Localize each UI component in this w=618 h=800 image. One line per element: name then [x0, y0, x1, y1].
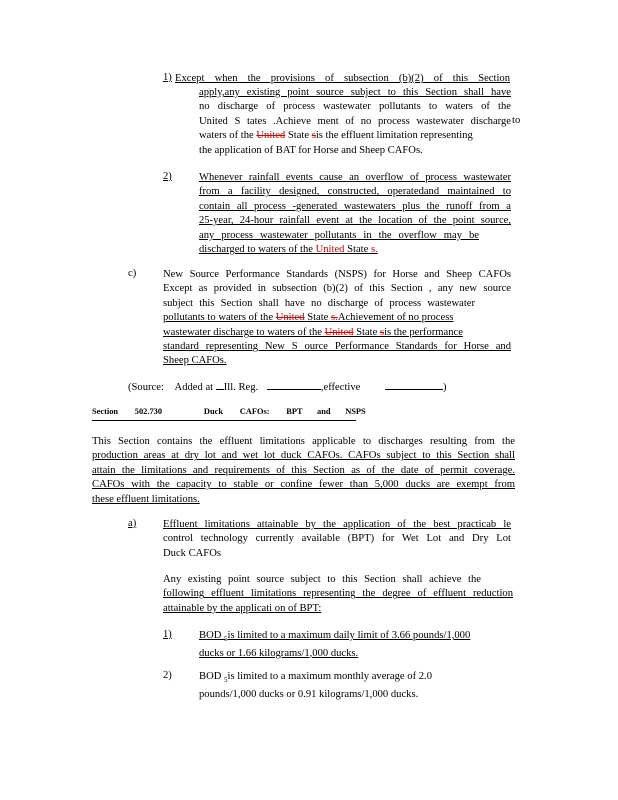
a-item-1-limit: is limited to a maximum daily limit of 3.66 pounds/1,000	[227, 630, 471, 641]
bod-subscript: 5	[224, 676, 228, 685]
c-line: standard representing New S ource Performance Standards for Horse and	[163, 341, 511, 353]
a-p2-line: attainable by the applicati on of BPT:	[163, 602, 322, 614]
subsection-a-paragraph	[163, 518, 511, 561]
section-heading: Section 502.730 Duck CAFOs: BPT and NSPS	[92, 407, 366, 416]
bod-label: BOD	[199, 671, 225, 682]
intro-line: these effluent limitations.	[92, 493, 200, 505]
item-2-line: 25-year, 24-hour rainfall event at the location of the point source,	[199, 215, 511, 227]
a-item-1-number: 1)	[163, 629, 172, 640]
a-line: Effluent limitations attainable by the application of the best practicab le	[163, 519, 511, 530]
a-p2-line: Any existing point source subject to this Section shall achieve the	[163, 574, 481, 585]
item-2-line: contain all process -generated wastewaters plus the runoff from a	[199, 200, 511, 212]
item-2-line: Whenever rainfall events cause an overflow of process wastewater	[199, 172, 511, 183]
struck-s: s.	[331, 312, 338, 324]
bod-subscript: 5	[224, 635, 228, 644]
a-item-1-line: ducks or 1.66 kilograms/1,000 ducks.	[199, 647, 359, 659]
item-1-number: 1)	[163, 72, 172, 83]
c-line-mixed	[163, 311, 511, 325]
c-state: State	[307, 312, 329, 324]
c-line: New Source Performance Standards (NSPS) for Horse and Sheep CAFOs	[163, 269, 511, 280]
c-text: pollutants to waters of the	[163, 312, 274, 324]
item-1-line: United S tates .Achieve ment of no process wastewater discharge	[199, 115, 511, 127]
subsection-c-number: c)	[128, 268, 137, 279]
subsection-c-paragraph	[163, 268, 511, 369]
a-line: control technology currently available (BPT) for Wet Lot and Dry Lot	[163, 533, 511, 545]
source-close: )	[443, 382, 447, 393]
item-1-line: no discharge of process wastewater pollutants to waters of the	[199, 101, 511, 113]
c-state: State	[356, 326, 378, 338]
bod-label: BOD	[199, 630, 225, 641]
a-item-1-line	[199, 629, 517, 647]
a-item-2-text	[199, 670, 517, 702]
source-line	[128, 379, 447, 393]
blank-line	[267, 379, 321, 390]
c-line: Sheep CAFOs.	[163, 355, 227, 367]
intro-line: CAFOs with the capacity to stable or confine fewer than 5,000 ducks are exempt from	[92, 479, 515, 491]
item-1-state: State	[287, 130, 310, 142]
red-s: s.	[370, 244, 378, 256]
intro-line: This Section contains the effluent limitations applicable to discharges resulting from the	[92, 436, 515, 447]
struck-united: United	[324, 326, 354, 338]
a-item-2-line	[199, 670, 517, 688]
item-1-paragraph	[175, 72, 510, 86]
c-performance: is the performance	[384, 326, 463, 338]
struck-united: United	[275, 312, 305, 324]
a-item-1-text	[199, 629, 517, 661]
a-item-2-limit: is limited to a maximum monthly average of 2.0	[227, 671, 432, 682]
item-1-line: the application of BAT for Horse and Sheep CAFOs.	[199, 144, 423, 156]
a-item-2-number: 2)	[163, 670, 172, 681]
item-1-line: apply,any existing point source subject to this Section shall have	[199, 87, 511, 98]
c-line: Except as provided in subsection (b)(2) of this Section , any new source	[163, 283, 511, 295]
item-1-to: to	[512, 115, 521, 126]
struck-united: United	[256, 130, 286, 142]
a-line: Duck CAFOs	[163, 547, 221, 559]
item-2-line: any process wastewater pollutants in the overflow may be	[199, 229, 479, 241]
source-label: (Source:	[128, 382, 164, 393]
item-2-paragraph	[199, 171, 511, 257]
item-1-line: Except when the provisions of subsection (b)(2) of this Section	[175, 73, 510, 84]
item-1-line-mixed	[199, 129, 511, 143]
c-text: wastewater discharge to waters of the	[163, 326, 322, 338]
struck-s: s	[311, 130, 316, 142]
blank-line	[385, 379, 443, 390]
item-2-state: State	[347, 244, 369, 256]
item-2-text: discharged to waters of the	[199, 244, 313, 256]
subsection-a-requirement	[163, 573, 513, 616]
item-2-line: from a facility designed, constructed, operatedand maintained to	[199, 186, 511, 198]
item-1-body	[199, 86, 511, 158]
struck-s: s	[379, 326, 385, 338]
intro-line: attain the limitations and requirements of this Section as of the date of permit coverage.	[92, 464, 515, 476]
subsection-a-number: a)	[128, 518, 137, 529]
c-line-mixed	[163, 326, 511, 340]
source-reg: Ill. Reg.	[223, 382, 259, 393]
section-underline	[92, 420, 356, 421]
intro-paragraph	[92, 435, 515, 507]
item-1-rest: is the effluent limitation representing	[315, 130, 473, 142]
blank-line	[216, 379, 224, 390]
a-p2-line: following effluent limitations representing the degree of effluent reduction	[163, 588, 513, 600]
intro-line: production areas at dry lot and wet lot duck CAFOs. CAFOs subject to this Section shall	[92, 450, 515, 462]
c-achievement: Achievement of no process	[337, 312, 454, 324]
item-2-number: 2)	[163, 171, 172, 182]
item-2-last-line	[199, 243, 511, 257]
c-line: subject this Section shall have no discharge of process wastewater	[163, 297, 475, 309]
item-1-text: waters of the	[199, 130, 254, 142]
a-item-2-line: pounds/1,000 ducks or 0.91 kilograms/1,000 ducks.	[199, 688, 419, 700]
red-united: United	[315, 244, 345, 256]
source-added: Added at	[174, 382, 214, 393]
source-effective: ,effective	[320, 382, 361, 393]
